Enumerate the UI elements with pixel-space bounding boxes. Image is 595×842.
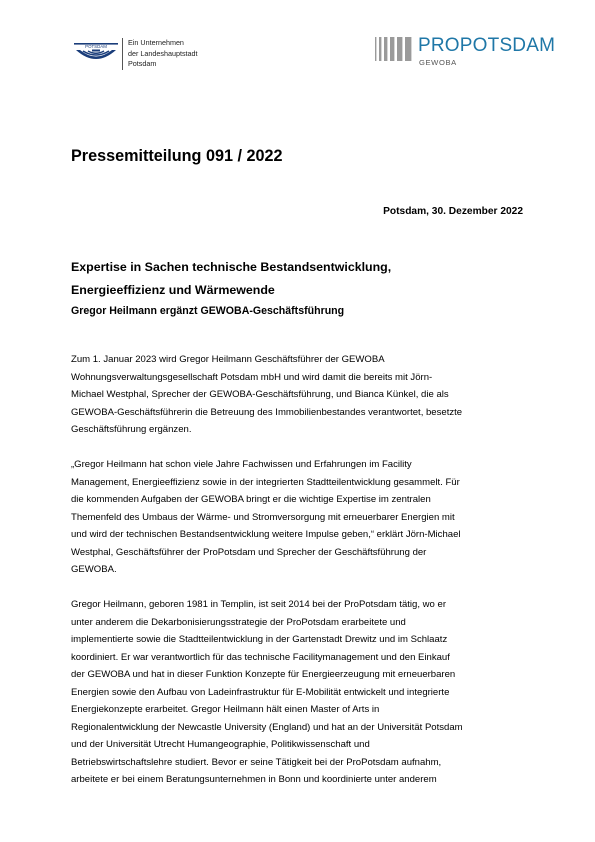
text-line: „Gregor Heilmann hat schon viele Jahre Fachwissen und Erfahrungen im Facility (71, 459, 412, 470)
city-note-line: der Landeshauptstadt (128, 48, 198, 58)
text-line: Management, Energieeffizienz sowie in der integrierten Stadtteilentwicklung gesammelt. Für (71, 476, 460, 488)
propotsdam-bars-icon (375, 37, 413, 61)
text-line: Zum 1. Januar 2023 wird Gregor Heilmann Geschäftsführer der GEWOBA (71, 354, 385, 365)
brand-potsdam: POTSDAM (459, 35, 556, 56)
city-company-note (128, 38, 198, 70)
text-line: koordiniert. Er war verantwortlich für das technische Facilitymanagement und den Einkauf (71, 651, 450, 663)
text-line: implementierte sowie die Stadtteilentwicklung in der Gartenstadt Drewitz und im Schlaatz (71, 634, 448, 645)
text-line: Betriebswirtschaftslehre studiert. Bevor er seine Tätigkeit bei der ProPotsdam aufnahm, (71, 756, 442, 768)
text-line: der GEWOBA und hat in dieser Funktion Konzepte für Energieerzeugung mit erneuerbaren (71, 669, 456, 680)
dateline: Potsdam, 30. Dezember 2022 (383, 206, 523, 217)
city-of-potsdam-logo (72, 38, 132, 70)
brand-pro: PRO (418, 35, 460, 56)
paragraph (71, 351, 531, 439)
text-line: unter anderem die Dekarbonisierungsstrategie der ProPotsdam erarbeitete und (71, 616, 406, 628)
paragraph (71, 596, 531, 789)
headline-line: Expertise in Sachen technische Bestandsentwicklung, (71, 260, 392, 274)
city-logo-text: POTSDAM (85, 44, 107, 49)
text-line: Westphal, Geschäftsführer der ProPotsdam und Sprecher der Geschäftsführung der (71, 546, 427, 558)
text-line: Themenfeld des Umbaus der Wärme- und Stromversorgung mit erneuerbarer Energien mit (71, 511, 455, 523)
text-line: die kommenden Aufgaben der GEWOBA bringt er die wichtige Expertise im zentralen (71, 494, 431, 505)
header-divider (122, 38, 123, 70)
text-line: arbeitete er bei einem Beratungsunternehmen in Bonn und koordinierte unter anderem (71, 774, 437, 785)
text-line: Geschäftsführung ergänzen. (71, 424, 192, 435)
text-line: Gregor Heilmann, geboren 1981 in Templin, ist seit 2014 bei der ProPotsdam tätig, wo er (71, 599, 447, 610)
city-note-line: Ein Unternehmen (128, 38, 184, 47)
text-line: Regionalentwicklung der Newcastle University (England) und hat an der Universität Potsdam (71, 721, 463, 733)
page-title: Pressemitteilung 091 / 2022 (71, 147, 283, 165)
text-line: und wird der technischen Bestandsentwicklung weitere Impulse geben,“ erklärt Jörn-Michael (71, 529, 461, 540)
text-line: Energien sowie den Aufbau von Ladeinfrastruktur für E-Mobilität entwickelt und integrierte (71, 686, 450, 698)
text-line: und der Universität Utrecht Humangeographie, Politikwissenschaft und (71, 739, 370, 750)
paragraph (71, 456, 531, 579)
text-line: Michael Westphal, Sprecher der GEWOBA-Geschäftsführung, und Bianca Künkel, die als (71, 389, 449, 400)
press-release-body (71, 351, 531, 806)
text-line: GEWOBA-Geschäftsführerin die Betreuung des Immobilienbestandes verantwortet, besetzte (71, 406, 463, 418)
headline (71, 256, 531, 302)
brand-subline: GEWOBA (419, 58, 457, 67)
text-line: Energiekonzepte erarbeitet. Gregor Heilmann hält einen Master of Arts in (71, 704, 380, 715)
text-line: GEWOBA. (71, 564, 117, 575)
city-note-line: Potsdam (128, 59, 157, 69)
propotsdam-logo-text (418, 34, 555, 58)
text-line: Wohnungsverwaltungsgesellschaft Potsdam mbH und wird damit die bereits mit Jörn- (71, 371, 433, 383)
subheadline: Gregor Heilmann ergänzt GEWOBA-Geschäftsführung (71, 305, 345, 317)
headline-line: Energieeffizienz und Wärmewende (71, 283, 275, 297)
